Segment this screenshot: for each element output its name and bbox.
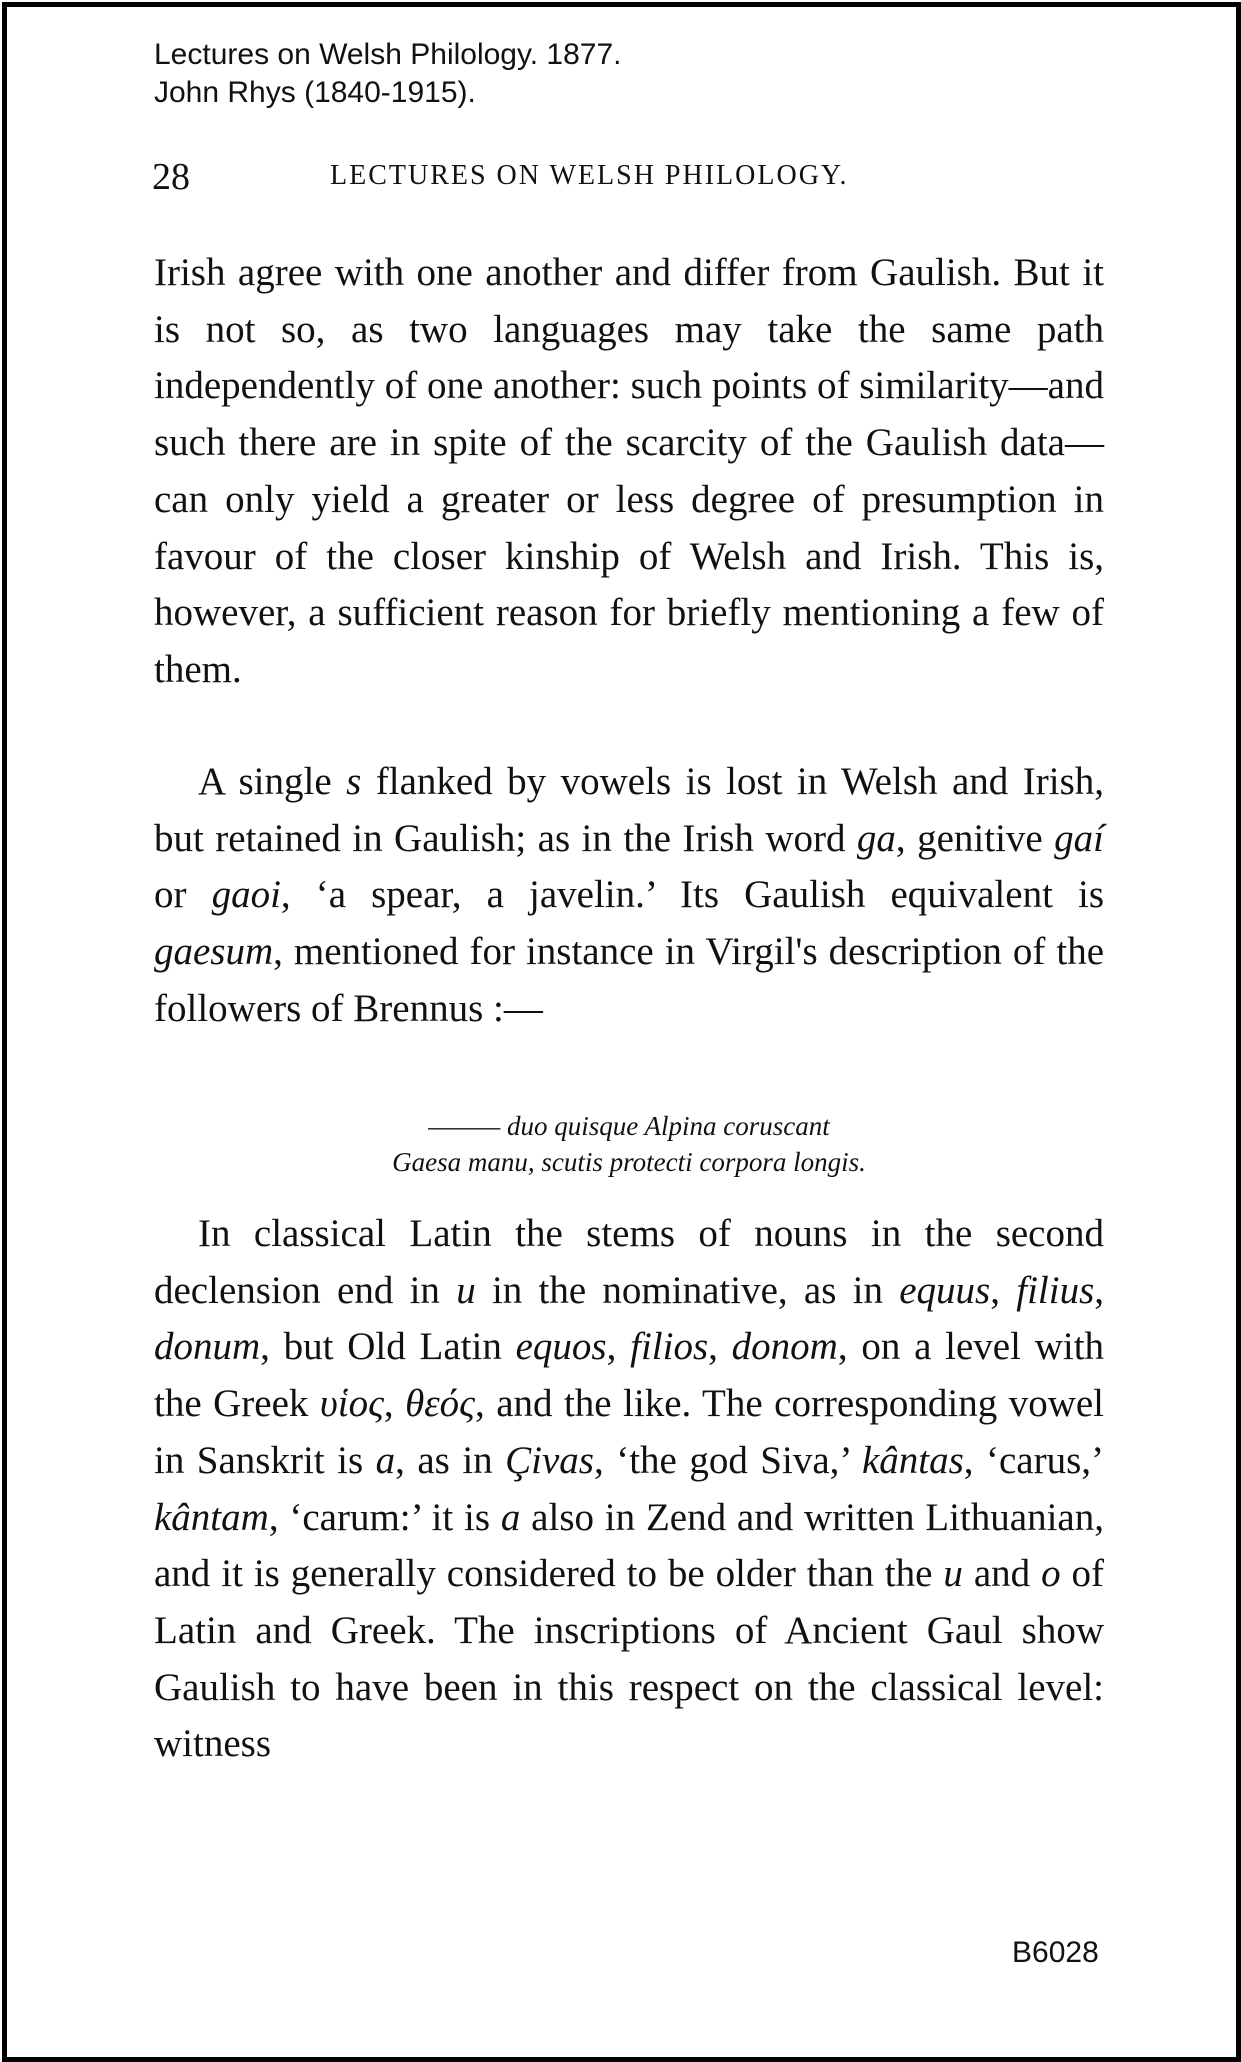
text-run: , [1094,1268,1105,1312]
book-title-line: Lectures on Welsh Philology. 1877. [154,38,622,71]
italic-term: kântam [154,1495,269,1539]
paragraph-2 [154,754,1104,1038]
text-run: , [708,1325,732,1369]
text-run: In classical Latin the stems of nouns in the second declension end in [154,1212,1104,1312]
greek-term: υἱος [319,1382,384,1426]
text-run: , [990,1268,1017,1312]
italic-term: u [456,1268,476,1312]
italic-term: gaoi [211,873,281,917]
text-run: A single [198,760,347,803]
running-title: LECTURES ON WELSH PHILOLOGY. [330,160,849,191]
text-run: also in Zend and written Lithuanian, and it is generally considered to be older than the [154,1495,1104,1596]
text-run: , ‘the god Siva,’ [593,1438,862,1482]
italic-term: Çivas [505,1438,594,1482]
text-run: Irish agree with one another and differ from Gaulish. But it is not so, as two languages may take the same path independently of one another: such points of similarity—and such there are in spite of the scarcity of the Gaulish data—can only yield a greater or less degree of presumption in favour of the closer kinship of Welsh and Irish. This is, however, a sufficient reason for briefly mentioning a few of them. [154,251,1104,691]
text-run: , [606,1325,631,1369]
text-run: flanked by vowels is lost in Welsh and Irish, but retained in Gaulish; as in the Irish word [154,760,1104,860]
verse-quotation [154,1108,1104,1180]
italic-term: o [1041,1552,1061,1596]
italic-term: filius [1016,1268,1095,1312]
italic-term: s [346,760,362,803]
text-run: , genitive [895,816,1055,860]
italic-term: a [500,1495,521,1539]
text-run: of Latin and Greek. The inscriptions of Ancient Gaul show Gaulish to have been in this respect on the classical level: witness [154,1552,1104,1766]
text-run: , [383,1382,406,1426]
running-head [152,152,1102,202]
italic-term: kântas [861,1438,964,1482]
author-line: John Rhys (1840-1915). [154,76,476,109]
catalog-header [154,36,622,112]
text-run: , but Old Latin [260,1325,516,1369]
text-run: , ‘a spear, a javelin.’ Its Gaulish equivalent is [280,873,1104,917]
italic-term: a [375,1438,396,1482]
text-run: , ‘carum:’ it is [268,1495,501,1539]
italic-term: gaesum [154,930,274,974]
text-run: , and the like. The corresponding vowel in Sanskrit is [154,1382,1105,1482]
italic-term: equus [899,1268,991,1312]
page-number: 28 [152,156,190,198]
verse-line-2: Gaesa manu, scutis protecti corpora longis. [392,1147,866,1177]
italic-term: gaí [1054,816,1104,860]
paragraph-3 [154,1206,1104,1773]
italic-term: filios [630,1325,709,1369]
text-run: , on a level with the Greek [154,1325,1105,1426]
italic-term: equos [515,1325,607,1369]
text-run: in the nominative, as in [475,1268,900,1312]
greek-term: θεός [405,1382,475,1426]
text-run: , ‘carus,’ [963,1438,1105,1482]
text-run: and [962,1552,1042,1596]
text-run: , mentioned for instance in Virgil's description of the followers of Brennus :— [154,930,1104,1030]
italic-term: donom [731,1325,838,1369]
document-code: B6028 [1012,1936,1099,1969]
verse-line-1: ——— duo quisque Alpina coruscant [428,1111,830,1141]
text-run: or [154,873,212,917]
text-run: , as in [395,1438,506,1482]
italic-term: u [943,1552,963,1596]
paragraph-1 [154,245,1104,699]
italic-term: ga [856,816,896,860]
italic-term: donum [154,1325,261,1369]
